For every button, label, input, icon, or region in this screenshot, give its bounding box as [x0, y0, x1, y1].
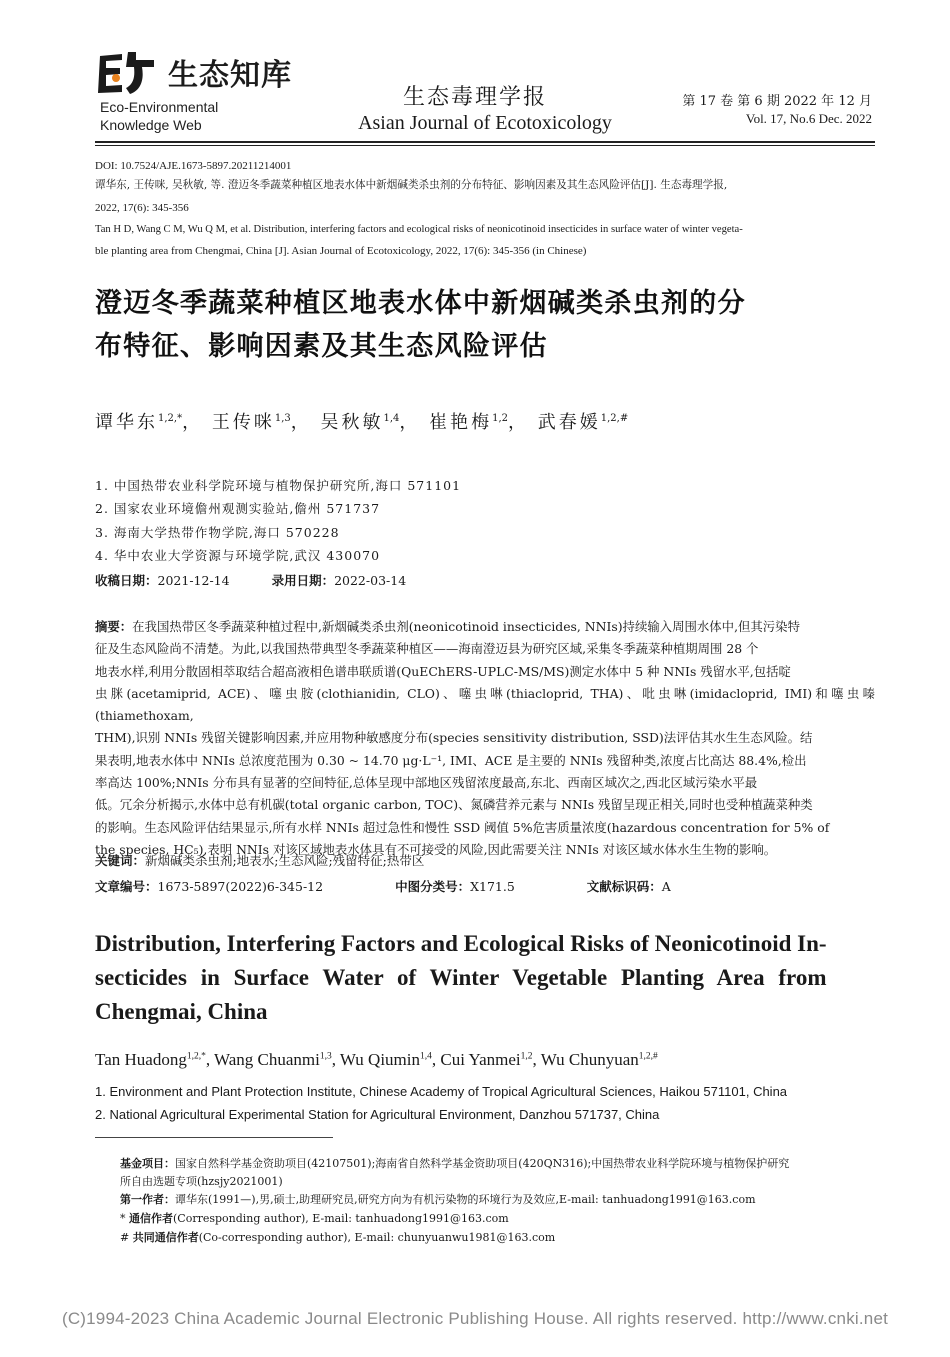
author-affil-sup: 1,4: [383, 413, 400, 424]
fund-text-cont: 所自由选题专项(hzsjy2021001): [120, 1175, 283, 1188]
abstract-line: the species, HC₅),表明 NNIs 对该区域地表水体具有不可接受的风险,因此需要关注 NNIs 对该区域水体水生生物的影响。: [95, 841, 777, 857]
journal-title-en: Asian Journal of Ecotoxicology: [358, 112, 612, 134]
journal-title-cn: 生态毒理学报: [402, 85, 547, 110]
author-list-en: Tan Huadong$^{1,2,*}$, Wang Chuanmi$^{1,3}$, Wu Qiumin$^{1,4}$, Cui Yanmei$^{1,2}$, Wu Chunyuan$^{1,2,\#}$: [95, 1050, 658, 1069]
doi[interactable]: DOI: 10.7524/AJE.1673-5897.20211214001: [95, 160, 292, 172]
affiliation-en: 1. Environment and Plant Protection Institute, Chinese Academy of Tropical Agricultural Sciences, Haikou 571101, China: [95, 1084, 788, 1099]
logo-text: 生态知库: [168, 58, 292, 93]
footnote-fund: [120, 1155, 880, 1191]
author-affil-sup: 1,2: [492, 413, 509, 424]
keywords: [95, 851, 424, 869]
paper-title-cn: [95, 282, 885, 368]
affiliation-cn: 3. 海南大学热带作物学院,海口 570228: [95, 525, 340, 540]
citation-cn-line2: 2022, 17(6): 345-356: [95, 202, 189, 214]
logo-subtitle-line2: Knowledge Web: [100, 117, 202, 133]
header-rule: [95, 141, 875, 143]
author-affil-sup-en: 1,4: [419, 1051, 432, 1062]
abstract-line: 低。冗余分析揭示,水体中总有机碳(total organic carbon, TOC)、氮磷营养元素与 NNIs 残留呈现正相关,同时也受种植蔬菜种类: [95, 797, 813, 813]
abstract-line: 在我国热带区冬季蔬菜种植过程中,新烟碱类杀虫剂(neonicotinoid insecticides, NNIs)持续输入周围水体中,但其污染特: [132, 619, 800, 634]
author-separator: ，: [290, 412, 312, 433]
paper-title-en: [95, 927, 875, 1029]
first-author-text: 谭华东(1991—),男,硕士,助理研究员,研究方向为有机污染物的环境行为及效应,E-mail: tanhuadong1991@163.com: [175, 1193, 756, 1206]
author-name-en: Tan Huadong: [95, 1050, 187, 1069]
volume-info-en: Vol. 17, No.6 Dec. 2022: [745, 111, 872, 126]
affiliation-en: 2. National Agricultural Experimental Station for Agricultural Environment, Danzhou 571737, China: [95, 1107, 660, 1122]
fund-label: 基金项目：: [120, 1157, 175, 1170]
abstract-label: 摘要：: [95, 619, 133, 634]
cocorr-text: (Co-corresponding author), E-mail: chunyuanwu1981@163.com: [198, 1231, 556, 1244]
author-affil-sup-en: 1,2,#: [638, 1051, 658, 1062]
author-name-en: Wu Qiumin: [339, 1050, 420, 1069]
accepted-label: 录用日期：: [271, 573, 335, 588]
author-name-en: Cui Yanmei: [440, 1050, 521, 1069]
abstract: [95, 616, 875, 861]
author-list-cn: [95, 408, 628, 434]
author-name: 吴秋敏: [320, 412, 384, 433]
author-name-en: Wu Chunyuan: [540, 1050, 639, 1069]
keywords-label: 关键词：: [95, 853, 146, 868]
article-no-label: 文章编号：: [95, 879, 158, 894]
copyright-watermark: (C)1994-2023 China Academic Journal Electronic Publishing House. All rights reserved. http://www.cnki.net: [61, 1309, 889, 1328]
footnote-corresponding: [120, 1210, 880, 1228]
clc-label: 中图分类号：: [395, 879, 471, 894]
author-name: 武春媛: [537, 412, 601, 433]
received-date: 2021-12-14: [157, 573, 230, 588]
author-separator: ，: [399, 412, 421, 433]
author-separator: ，: [508, 412, 530, 433]
abstract-line: THM),识别 NNIs 残留关键影响因素,并应用物种敏感度分布(species sensitivity distribution, SSD)法评估其水生生态风险。结: [95, 730, 813, 746]
first-author-label: 第一作者：: [120, 1193, 175, 1206]
article-no: 1673-5897(2022)6-345-12: [157, 879, 324, 894]
author-affil-sup: 1,2,#: [600, 413, 629, 424]
affiliation-cn: 1. 中国热带农业科学院环境与植物保护研究所,海口 571101: [95, 478, 462, 493]
corr-mark: *: [120, 1212, 126, 1225]
dates: [95, 571, 406, 589]
author-affil-sup: 1,3: [274, 413, 291, 424]
cocorr-mark: #: [120, 1231, 130, 1244]
citation-en-line2: ble planting area from Chengmai, China [J]. Asian Journal of Ecotoxicology, 2022, 17(6): 345-356 (in Chinese): [95, 245, 587, 257]
article-ids: [95, 877, 875, 895]
author-affil-sup: 1,2,*: [158, 413, 183, 424]
header-rule-thin: [95, 145, 875, 146]
author-affil-sup-en: 1,2: [520, 1051, 533, 1062]
abstract-line: 虫脒(acetamiprid, ACE)、噻虫胺(clothianidin, CLO)、噻虫啉(thiacloprid, THA)、吡虫啉(imidacloprid, IMI)和噻虫嗪(thiamethoxam,: [95, 685, 875, 724]
logo-subtitle-line1: Eco-Environmental: [100, 99, 219, 115]
author-name: 崔艳梅: [429, 412, 493, 433]
abstract-line: 地表水样,利用分散固相萃取结合超高液相色谱串联质谱(QuEChERS-UPLC-MS/MS)测定水体中 5 种 NNIs 残留水平,包括啶: [95, 663, 791, 679]
citation-en-line1: Tan H D, Wang C M, Wu Q M, et al. Distribution, interfering factors and ecological risks of neonicotinoid insecticides in surface water of winter vegeta-: [95, 224, 743, 235]
corr-label: 通信作者: [129, 1212, 173, 1225]
doc-code: A: [661, 879, 671, 894]
abstract-line: 果表明,地表水体中 NNIs 总浓度范围为 0.30 ~ 14.70 μg·L⁻¹, IMI、ACE 是主要的 NNIs 残留种类,浓度占比高达 88.4%,检出: [95, 752, 807, 768]
abstract-line: 的影响。生态风险评估结果显示,所有水样 NNIs 超过急性和慢性 SSD 阈值 5%危害质量浓度(hazardous concentration for 5% of: [95, 819, 830, 835]
author-name: 王传咪: [211, 412, 275, 433]
paper-title-cn-line2: 布特征、影响因素及其生态风险评估: [95, 331, 548, 362]
corr-text: (Corresponding author), E-mail: tanhuadong1991@163.com: [173, 1212, 509, 1225]
author-affil-sup-en: 1,2,*: [186, 1051, 206, 1062]
received-label: 收稿日期：: [95, 573, 158, 588]
fund-text: 国家自然科学基金资助项目(42107501);海南省自然科学基金资助项目(420QN316);中国热带农业科学院环境与植物保护研究: [175, 1157, 790, 1170]
cocorr-label: 共同通信作者: [132, 1231, 199, 1244]
author-separator: ，: [182, 412, 204, 433]
paper-title-en-line: Chengmai, China: [95, 999, 268, 1024]
author-affil-sup-en: 1,3: [319, 1051, 332, 1062]
author-name: 谭华东: [95, 412, 158, 433]
accepted-date: 2022-03-14: [334, 573, 407, 588]
footnote-rule: [95, 1137, 333, 1138]
footnote-co-corresponding: [120, 1229, 880, 1247]
author-name-en: Wang Chuanmi: [214, 1050, 320, 1069]
paper-title-en-line: secticides in Surface Water of Winter Vegetable Planting Area from: [95, 965, 827, 990]
doc-code-label: 文献标识码：: [586, 879, 662, 894]
affiliation-cn: 4. 华中农业大学资源与环境学院,武汉 430070: [95, 548, 381, 563]
clc-code: X171.5: [470, 879, 515, 894]
footnote-first-author: [120, 1191, 880, 1209]
abstract-line: 征及生态风险尚不清楚。为此,以我国热带典型冬季蔬菜种植区——海南澄迈县为研究区域,采集冬季蔬菜种植期周围 28 个: [95, 641, 759, 657]
paper-title-en-line: Distribution, Interfering Factors and Ecological Risks of Neonicotinoid In-: [95, 931, 827, 956]
paper-title-cn-line1: 澄迈冬季蔬菜种植区地表水体中新烟碱类杀虫剂的分: [95, 288, 746, 319]
abstract-line: 率高达 100%;NNIs 分布具有显著的空间特征,总体呈现中部地区残留浓度最高,东北、西南区域次之,西北区域污染水平最: [95, 775, 758, 791]
keywords-text: 新烟碱类杀虫剂;地表水;生态风险;残留特征;热带区: [145, 853, 425, 868]
volume-info-cn: 第 17 卷 第 6 期 2022 年 12 月: [682, 94, 872, 109]
citation-cn-line1: 谭华东, 王传咪, 吴秋敏, 等. 澄迈冬季蔬菜种植区地表水体中新烟碱类杀虫剂的分布特征、影响因素及其生态风险评估[J]. 生态毒理学报,: [95, 179, 728, 191]
affiliation-cn: 2. 国家农业环境儋州观测实验站,儋州 571737: [95, 501, 381, 516]
